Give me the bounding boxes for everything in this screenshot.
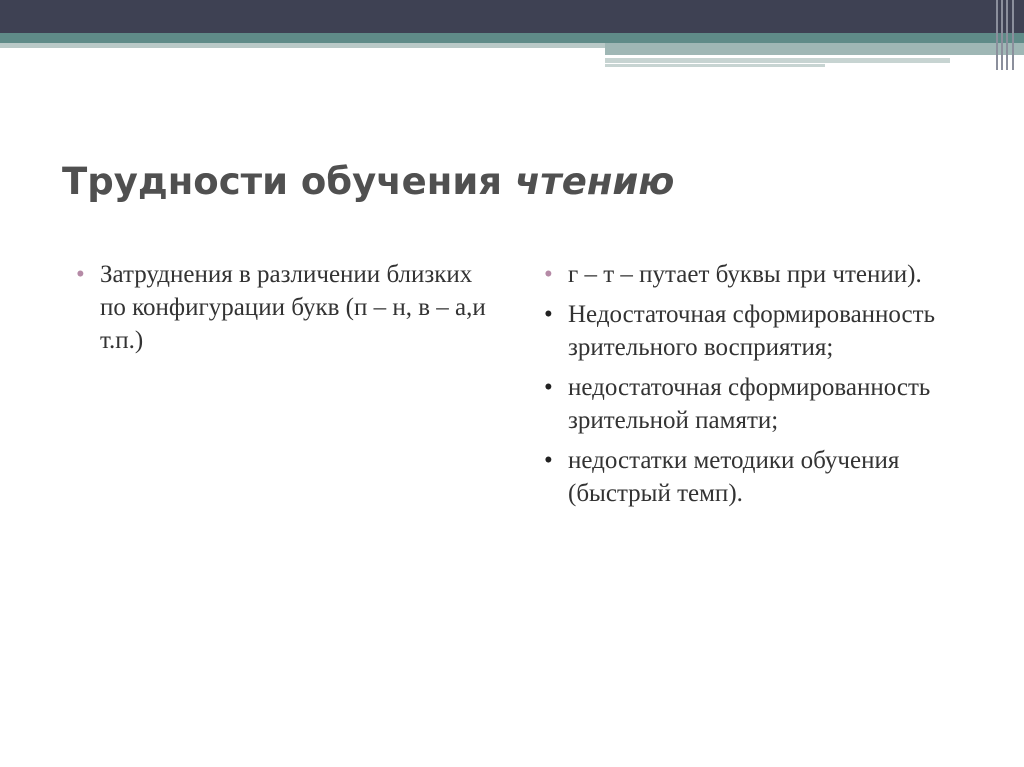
header-line-right-short [605,64,825,67]
right-column [538,258,978,517]
bullet-icon: • [544,301,553,328]
header-bar-teal [0,33,1024,43]
left-column [70,258,490,364]
list-item-text: г – т – путает буквы при чтении). [568,261,922,288]
list-item [538,298,978,364]
title-main: Трудности обучения [62,160,515,203]
list-item-text: Затруднения в различении близких по конфигурации букв (п – н, в – а,и т.п.) [100,261,486,354]
title-emphasis: чтению [514,160,675,203]
list-item [538,371,978,437]
list-item [70,258,490,357]
bullet-icon: • [544,447,553,474]
list-item-text: недостаточная сформированность зрительной памяти; [568,374,931,434]
slide-title [62,160,962,203]
header-line-right [605,58,950,63]
header-bar-dark [0,0,1024,33]
list-item [538,444,978,510]
bullet-icon: • [544,374,553,401]
bullet-icon: • [76,261,85,288]
bullet-icon: • [544,261,553,288]
list-item [538,258,978,291]
list-item-text: Недостаточная сформированность зрительного восприятия; [568,301,935,361]
list-item-text: недостатки методики обучения (быстрый темп). [568,447,900,507]
header-vertical-lines [996,0,1024,70]
header-bar-accent-right [605,43,1024,55]
